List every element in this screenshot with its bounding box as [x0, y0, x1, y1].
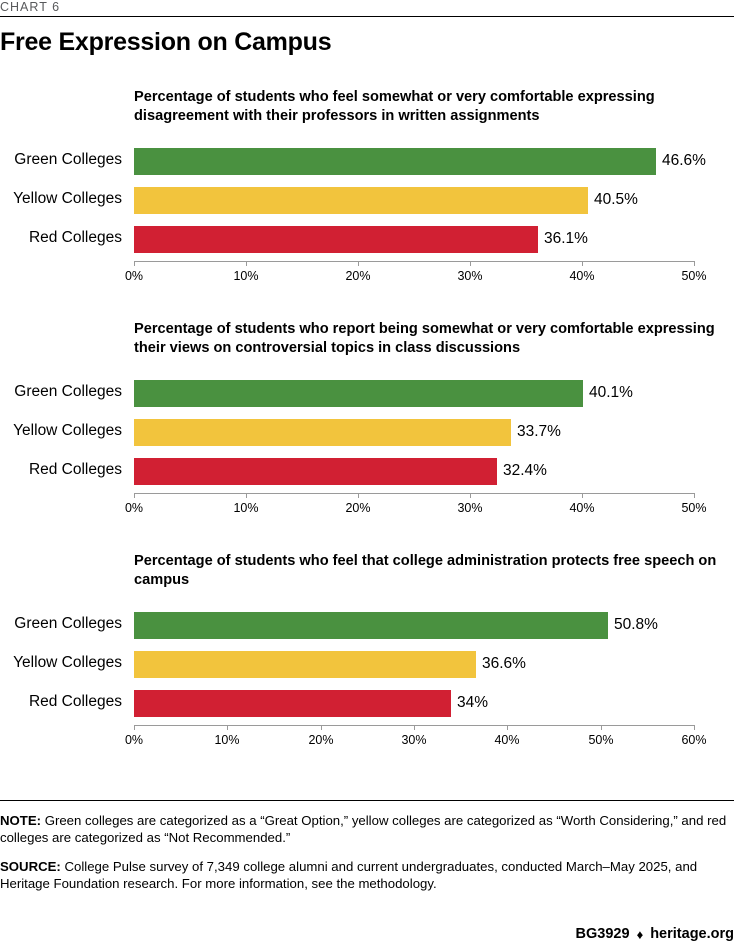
panel-title-2: Percentage of students who report being somewhat or very comfortable expressing their views on controversial topics in class discussions [134, 321, 715, 357]
x-axis-tick-label: 0% [124, 501, 144, 515]
category-label-wrap [0, 229, 128, 249]
bar [134, 651, 476, 678]
bar-value-label: 46.6% [662, 152, 706, 169]
category-label: Red Colleges [28, 229, 122, 246]
x-axis-tick [694, 725, 695, 730]
bar-value-label: 33.7% [517, 423, 561, 440]
x-axis-tick [134, 493, 135, 498]
x-axis-tick-label: 10% [233, 269, 259, 283]
category-label: Green Colleges [14, 151, 122, 168]
x-axis-tick-label: 60% [681, 733, 707, 747]
footer-divider [0, 800, 734, 801]
bar [134, 458, 497, 485]
plot-area-1 [0, 148, 734, 288]
bar [134, 690, 451, 717]
category-label: Yellow Colleges [13, 654, 122, 671]
x-axis-tick-label: 40% [569, 501, 595, 515]
x-axis-tick-label: 10% [233, 501, 259, 515]
category-label: Green Colleges [14, 615, 122, 632]
x-axis-tick-label: 0% [124, 269, 144, 283]
category-label-wrap [0, 693, 128, 713]
category-label-wrap [0, 151, 128, 171]
bar [134, 380, 583, 407]
bar-value-label: 50.8% [614, 616, 658, 633]
note-block [0, 812, 734, 847]
note-label: NOTE: [0, 813, 42, 828]
x-axis-tick [134, 725, 135, 730]
category-label-wrap [0, 461, 128, 481]
category-label-wrap [0, 422, 128, 442]
category-label-wrap [0, 654, 128, 674]
page-title: Free Expression on Campus [0, 28, 332, 56]
bar [134, 187, 588, 214]
x-axis-tick [321, 725, 322, 730]
plot-area-2 [0, 380, 734, 520]
x-axis-tick [358, 261, 359, 266]
x-axis-line [134, 493, 694, 494]
x-axis-tick [582, 261, 583, 266]
x-axis-tick [358, 493, 359, 498]
x-axis-tick [414, 725, 415, 730]
bar [134, 148, 656, 175]
source-block [0, 858, 734, 893]
plot-area-3 [0, 612, 734, 752]
bar-value-label: 40.5% [594, 191, 638, 208]
x-axis-tick [694, 261, 695, 266]
panel-title-1: Percentage of students who feel somewhat or very comfortable expressing disagreement with their professors in written assignments [134, 89, 655, 125]
x-axis-tick [246, 493, 247, 498]
bar [134, 419, 511, 446]
x-axis-tick [694, 493, 695, 498]
bar-value-label: 32.4% [503, 462, 547, 479]
x-axis-tick [601, 725, 602, 730]
x-axis-tick [246, 261, 247, 266]
category-label-wrap [0, 615, 128, 635]
x-axis-tick-label: 30% [401, 733, 427, 747]
x-axis-tick-label: 50% [681, 501, 707, 515]
category-label-wrap [0, 190, 128, 210]
x-axis-tick-label: 40% [494, 733, 520, 747]
footer-identifier [576, 926, 734, 942]
x-axis-tick-label: 20% [345, 269, 371, 283]
source-label: SOURCE: [0, 859, 61, 874]
source-text: College Pulse survey of 7,349 college alumni and current undergraduates, conducted March–May 2025, and Heritage Foundation research. For more information, see the methodology. [0, 859, 698, 892]
category-label: Red Colleges [28, 461, 122, 478]
bar [134, 612, 608, 639]
category-label-wrap [0, 383, 128, 403]
x-axis-tick [507, 725, 508, 730]
panel-title-3: Percentage of students who feel that college administration protects free speech on campus [134, 553, 717, 589]
category-label: Yellow Colleges [13, 190, 122, 207]
x-axis-tick-label: 20% [345, 501, 371, 515]
site-label: heritage.org [650, 926, 734, 942]
document-id: BG3929 [575, 926, 630, 942]
x-axis-tick [470, 493, 471, 498]
x-axis-tick [134, 261, 135, 266]
bar [134, 226, 538, 253]
header-divider [0, 16, 734, 17]
note-text: Green colleges are categorized as a “Great Option,” yellow colleges are categorized as “Worth Considering,” and red colleges are categorized as “Not Recommended.” [0, 813, 727, 846]
x-axis-tick [470, 261, 471, 266]
bar-value-label: 40.1% [589, 384, 633, 401]
category-label: Red Colleges [28, 693, 122, 710]
bar-value-label: 34% [457, 694, 489, 711]
x-axis-line [134, 261, 694, 262]
x-axis-tick-label: 20% [308, 733, 334, 747]
x-axis-tick [582, 493, 583, 498]
x-axis-tick-label: 30% [457, 269, 483, 283]
chart-kicker: CHART 6 [0, 0, 61, 14]
category-label: Yellow Colleges [13, 422, 122, 439]
x-axis-tick-label: 50% [588, 733, 614, 747]
x-axis-tick-label: 0% [124, 733, 144, 747]
x-axis-tick [227, 725, 228, 730]
x-axis-tick-label: 30% [457, 501, 483, 515]
x-axis-tick-label: 10% [214, 733, 240, 747]
bar-value-label: 36.1% [544, 230, 588, 247]
category-label: Green Colleges [14, 383, 122, 400]
bar-value-label: 36.6% [482, 655, 526, 672]
x-axis-tick-label: 50% [681, 269, 707, 283]
x-axis-tick-label: 40% [569, 269, 595, 283]
heritage-mark-icon: ♦ [636, 926, 644, 942]
